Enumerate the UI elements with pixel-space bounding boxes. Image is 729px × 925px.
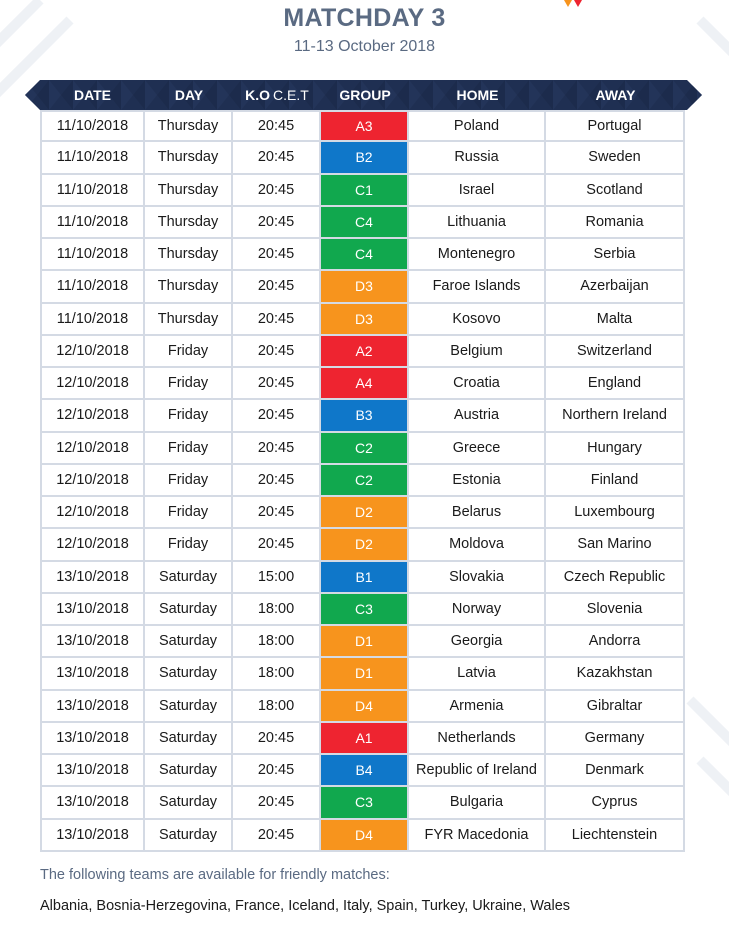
table-row: [40, 336, 685, 368]
cell-kickoff: 20:45: [233, 465, 321, 497]
cell-date: 11/10/2018: [40, 142, 145, 174]
cell-away-team: Cyprus: [546, 787, 685, 819]
cell-kickoff: 20:45: [233, 529, 321, 561]
cell-date: 13/10/2018: [40, 562, 145, 594]
cell-date: 12/10/2018: [40, 497, 145, 529]
cell-day: Thursday: [145, 207, 233, 239]
cell-day: Friday: [145, 497, 233, 529]
cell-day: Saturday: [145, 658, 233, 690]
friendly-matches-note: The following teams are available for friendly matches:: [40, 867, 390, 883]
cell-day: Saturday: [145, 626, 233, 658]
column-header-away: AWAY: [595, 87, 636, 103]
cell-away-team: Azerbaijan: [546, 271, 685, 303]
cell-away-team: Romania: [546, 207, 685, 239]
cell-date: 13/10/2018: [40, 820, 145, 852]
cell-away-team: Serbia: [546, 239, 685, 271]
table-row: [40, 271, 685, 303]
table-row: [40, 465, 685, 497]
cell-kickoff: 18:00: [233, 691, 321, 723]
cell-date: 12/10/2018: [40, 336, 145, 368]
cell-kickoff: 20:45: [233, 433, 321, 465]
cell-kickoff: 20:45: [233, 239, 321, 271]
table-row: [40, 691, 685, 723]
cell-group: D3: [321, 271, 409, 303]
cell-home-team: Slovakia: [409, 562, 546, 594]
cell-away-team: Denmark: [546, 755, 685, 787]
table-row: [40, 787, 685, 819]
cell-date: 13/10/2018: [40, 691, 145, 723]
table-row: [40, 626, 685, 658]
cell-day: Saturday: [145, 562, 233, 594]
cell-home-team: Bulgaria: [409, 787, 546, 819]
cell-kickoff: 20:45: [233, 207, 321, 239]
cell-away-team: Liechtenstein: [546, 820, 685, 852]
cell-away-team: Sweden: [546, 142, 685, 174]
cell-date: 12/10/2018: [40, 400, 145, 432]
friendly-matches-teams: Albania, Bosnia-Herzegovina, France, Iceland, Italy, Spain, Turkey, Ukraine, Wales: [40, 898, 571, 914]
cell-kickoff: 20:45: [233, 175, 321, 207]
page-subtitle: 11-13 October 2018: [293, 38, 436, 55]
column-header-ko-timezone: C.E.T: [273, 87, 309, 103]
table-row: [40, 433, 685, 465]
table-row: [40, 658, 685, 690]
cell-day: Friday: [145, 433, 233, 465]
cell-date: 13/10/2018: [40, 594, 145, 626]
cell-day: Thursday: [145, 110, 233, 142]
cell-group: C3: [321, 787, 409, 819]
cell-home-team: Republic of Ireland: [409, 755, 546, 787]
cell-day: Friday: [145, 400, 233, 432]
cell-home-team: Austria: [409, 400, 546, 432]
cell-day: Friday: [145, 465, 233, 497]
cell-day: Friday: [145, 336, 233, 368]
cell-home-team: Latvia: [409, 658, 546, 690]
cell-day: Thursday: [145, 239, 233, 271]
cell-away-team: Hungary: [546, 433, 685, 465]
cell-kickoff: 20:45: [233, 110, 321, 142]
cell-home-team: Poland: [409, 110, 546, 142]
cell-date: 11/10/2018: [40, 239, 145, 271]
cell-group: A3: [321, 110, 409, 142]
column-header-ko: [233, 80, 321, 110]
table-row: [40, 562, 685, 594]
cell-group: A4: [321, 368, 409, 400]
cell-day: Thursday: [145, 304, 233, 336]
cell-away-team: San Marino: [546, 529, 685, 561]
cell-away-team: Northern Ireland: [546, 400, 685, 432]
cell-date: 12/10/2018: [40, 465, 145, 497]
table-row: [40, 142, 685, 174]
cell-date: 11/10/2018: [40, 175, 145, 207]
cell-group: D2: [321, 497, 409, 529]
table-row: [40, 594, 685, 626]
table-row: [40, 723, 685, 755]
cell-kickoff: 20:45: [233, 271, 321, 303]
cell-group: D1: [321, 658, 409, 690]
cell-home-team: Netherlands: [409, 723, 546, 755]
cell-away-team: Portugal: [546, 110, 685, 142]
cell-day: Friday: [145, 368, 233, 400]
table-row: [40, 110, 685, 142]
column-header-date: DATE: [73, 87, 112, 103]
cell-home-team: Lithuania: [409, 207, 546, 239]
table-row: [40, 755, 685, 787]
cell-home-team: Armenia: [409, 691, 546, 723]
cell-away-team: Andorra: [546, 626, 685, 658]
cell-day: Friday: [145, 529, 233, 561]
cell-group: C4: [321, 239, 409, 271]
cell-kickoff: 20:45: [233, 820, 321, 852]
cell-group: D4: [321, 820, 409, 852]
table-row: [40, 400, 685, 432]
cell-kickoff: 20:45: [233, 304, 321, 336]
cell-home-team: Russia: [409, 142, 546, 174]
fixtures-table: [40, 110, 685, 852]
cell-away-team: Luxembourg: [546, 497, 685, 529]
cell-away-team: Czech Republic: [546, 562, 685, 594]
table-row: [40, 239, 685, 271]
cell-date: 13/10/2018: [40, 626, 145, 658]
table-row: [40, 497, 685, 529]
cell-group: D4: [321, 691, 409, 723]
cell-kickoff: 20:45: [233, 400, 321, 432]
cell-group: C1: [321, 175, 409, 207]
table-row: [40, 529, 685, 561]
cell-date: 13/10/2018: [40, 755, 145, 787]
cell-date: 11/10/2018: [40, 271, 145, 303]
cell-group: B2: [321, 142, 409, 174]
table-row: [40, 820, 685, 852]
cell-date: 11/10/2018: [40, 304, 145, 336]
cell-day: Thursday: [145, 142, 233, 174]
cell-home-team: Belgium: [409, 336, 546, 368]
cell-home-team: Croatia: [409, 368, 546, 400]
cell-home-team: Moldova: [409, 529, 546, 561]
cell-day: Saturday: [145, 787, 233, 819]
cell-home-team: FYR Macedonia: [409, 820, 546, 852]
table-row: [40, 368, 685, 400]
cell-group: B1: [321, 562, 409, 594]
cell-away-team: Malta: [546, 304, 685, 336]
cell-away-team: Slovenia: [546, 594, 685, 626]
cell-group: B3: [321, 400, 409, 432]
cell-day: Saturday: [145, 594, 233, 626]
cell-home-team: Greece: [409, 433, 546, 465]
cell-group: B4: [321, 755, 409, 787]
cell-kickoff: 18:00: [233, 594, 321, 626]
cell-date: 12/10/2018: [40, 433, 145, 465]
cell-day: Saturday: [145, 820, 233, 852]
cell-home-team: Estonia: [409, 465, 546, 497]
cell-date: 13/10/2018: [40, 787, 145, 819]
cell-day: Saturday: [145, 755, 233, 787]
cell-away-team: Germany: [546, 723, 685, 755]
cell-kickoff: 20:45: [233, 368, 321, 400]
cell-group: D3: [321, 304, 409, 336]
cell-home-team: Faroe Islands: [409, 271, 546, 303]
cell-kickoff: 20:45: [233, 336, 321, 368]
cell-kickoff: 18:00: [233, 658, 321, 690]
cell-day: Thursday: [145, 175, 233, 207]
cell-date: 11/10/2018: [40, 110, 145, 142]
table-row: [40, 175, 685, 207]
table-row: [40, 207, 685, 239]
cell-kickoff: 20:45: [233, 755, 321, 787]
cell-away-team: England: [546, 368, 685, 400]
cell-group: A2: [321, 336, 409, 368]
column-header-home: HOME: [456, 87, 499, 103]
cell-date: 12/10/2018: [40, 368, 145, 400]
cell-date: 11/10/2018: [40, 207, 145, 239]
cell-group: C2: [321, 465, 409, 497]
cell-home-team: Georgia: [409, 626, 546, 658]
table-row: [40, 304, 685, 336]
cell-away-team: Switzerland: [546, 336, 685, 368]
cell-home-team: Kosovo: [409, 304, 546, 336]
cell-day: Saturday: [145, 691, 233, 723]
cell-kickoff: 15:00: [233, 562, 321, 594]
cell-kickoff: 20:45: [233, 723, 321, 755]
cell-away-team: Finland: [546, 465, 685, 497]
cell-day: Saturday: [145, 723, 233, 755]
page-title: MATCHDAY 3: [283, 4, 446, 32]
column-header-day: DAY: [174, 87, 204, 103]
cell-day: Thursday: [145, 271, 233, 303]
column-header-group: GROUP: [339, 87, 391, 103]
cell-date: 13/10/2018: [40, 658, 145, 690]
cell-kickoff: 20:45: [233, 142, 321, 174]
cell-group: D2: [321, 529, 409, 561]
cell-kickoff: 20:45: [233, 497, 321, 529]
cell-date: 12/10/2018: [40, 529, 145, 561]
table-header: [40, 80, 685, 110]
cell-group: A1: [321, 723, 409, 755]
cell-group: C4: [321, 207, 409, 239]
cell-group: C2: [321, 433, 409, 465]
cell-home-team: Montenegro: [409, 239, 546, 271]
cell-date: 13/10/2018: [40, 723, 145, 755]
cell-away-team: Kazakhstan: [546, 658, 685, 690]
cell-kickoff: 20:45: [233, 787, 321, 819]
cell-home-team: Belarus: [409, 497, 546, 529]
cell-kickoff: 18:00: [233, 626, 321, 658]
cell-away-team: Gibraltar: [546, 691, 685, 723]
cell-home-team: Israel: [409, 175, 546, 207]
cell-group: D1: [321, 626, 409, 658]
cell-home-team: Norway: [409, 594, 546, 626]
column-header-ko-label: K.O: [245, 87, 271, 103]
cell-away-team: Scotland: [546, 175, 685, 207]
cell-group: C3: [321, 594, 409, 626]
